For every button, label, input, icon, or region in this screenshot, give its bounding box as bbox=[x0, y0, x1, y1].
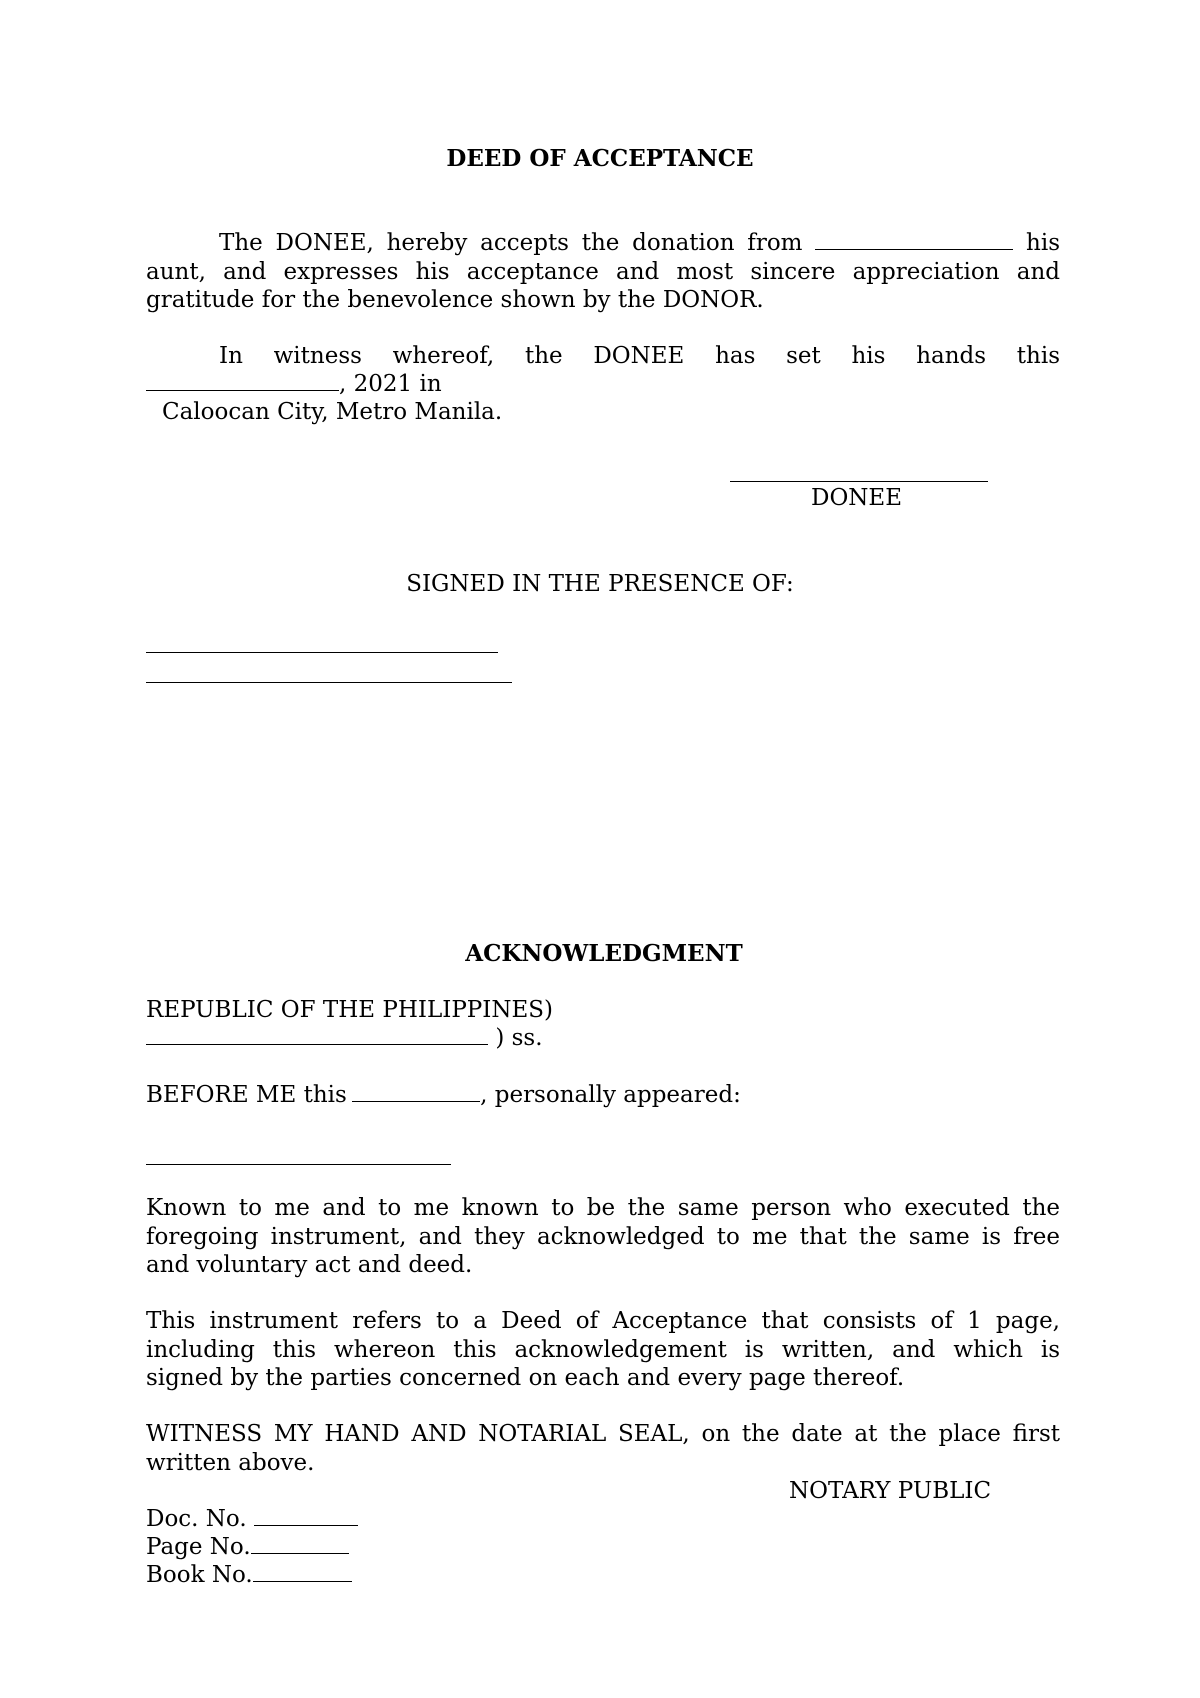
notary-public-label: NOTARY PUBLIC bbox=[789, 1478, 992, 1504]
witness-signature-line-2[interactable] bbox=[146, 682, 512, 683]
before-me-end: , personally appeared: bbox=[480, 1082, 741, 1108]
book-no-line bbox=[146, 1561, 352, 1589]
witness-hand-line2: written above. bbox=[146, 1449, 315, 1476]
known-line2: foregoing instrument, and they acknowledged to me that the same is free bbox=[146, 1223, 1060, 1250]
ss-label: ) ss. bbox=[495, 1025, 543, 1051]
book-no-label: Book No. bbox=[146, 1562, 253, 1588]
acceptance-line2: aunt, and expresses his acceptance and most sincere appreciation and bbox=[146, 258, 1060, 285]
acceptance-line3: gratitude for the benevolence shown by the DONOR. bbox=[146, 287, 764, 313]
date-blank[interactable] bbox=[146, 370, 339, 391]
known-paragraph bbox=[146, 1194, 1060, 1280]
known-line3: and voluntary act and deed. bbox=[146, 1252, 473, 1278]
instrument-paragraph bbox=[146, 1307, 1060, 1393]
acceptance-line1-start: The DONEE, hereby accepts the donation from bbox=[219, 230, 803, 256]
document-title: DEED OF ACCEPTANCE bbox=[446, 145, 754, 172]
witness-hand-paragraph bbox=[146, 1420, 1060, 1477]
donee-label: DONEE bbox=[811, 485, 903, 511]
republic-line: REPUBLIC OF THE PHILIPPINES) bbox=[146, 997, 554, 1023]
acknowledgment-title: ACKNOWLEDGMENT bbox=[465, 940, 743, 967]
witness-signature-line-1[interactable] bbox=[146, 652, 498, 653]
instrument-line2: including this whereon this acknowledgement is written, and which is bbox=[146, 1336, 1060, 1363]
known-line1: Known to me and to me known to be the same person who executed the bbox=[146, 1195, 1060, 1221]
doc-no-line bbox=[146, 1505, 358, 1533]
acceptance-line1-end: his bbox=[1026, 230, 1061, 256]
doc-no-blank[interactable] bbox=[254, 1505, 358, 1526]
before-me-start: BEFORE ME this bbox=[146, 1082, 347, 1108]
instrument-line3: signed by the parties concerned on each and every page thereof. bbox=[146, 1365, 905, 1391]
witness-line1: In witness whereof, the DONEE has set his hands this bbox=[219, 343, 1060, 369]
acceptance-paragraph bbox=[146, 229, 1060, 315]
before-me-date-blank[interactable] bbox=[352, 1081, 480, 1102]
witness-hand-line1: WITNESS MY HAND AND NOTARIAL SEAL, on the date at the place first bbox=[146, 1421, 1060, 1447]
witness-location: Caloocan City, Metro Manila. bbox=[162, 399, 503, 425]
appearing-party-line[interactable] bbox=[146, 1164, 451, 1165]
witness-paragraph bbox=[146, 342, 1060, 371]
page-no-line bbox=[146, 1533, 349, 1561]
page-no-blank[interactable] bbox=[251, 1533, 349, 1554]
book-no-blank[interactable] bbox=[253, 1561, 352, 1582]
donor-name-blank[interactable] bbox=[815, 229, 1013, 250]
doc-no-label: Doc. No. bbox=[146, 1506, 247, 1532]
witness-line2 bbox=[146, 370, 442, 398]
signed-presence-heading: SIGNED IN THE PRESENCE OF: bbox=[406, 571, 794, 597]
venue-line bbox=[146, 1024, 543, 1052]
instrument-line1: This instrument refers to a Deed of Acceptance that consists of 1 page, bbox=[146, 1308, 1060, 1334]
venue-blank[interactable] bbox=[146, 1024, 488, 1045]
witness-year: , 2021 in bbox=[339, 371, 442, 397]
before-me-line bbox=[146, 1081, 741, 1109]
page-no-label: Page No. bbox=[146, 1534, 251, 1560]
donee-signature-line[interactable] bbox=[730, 481, 988, 482]
